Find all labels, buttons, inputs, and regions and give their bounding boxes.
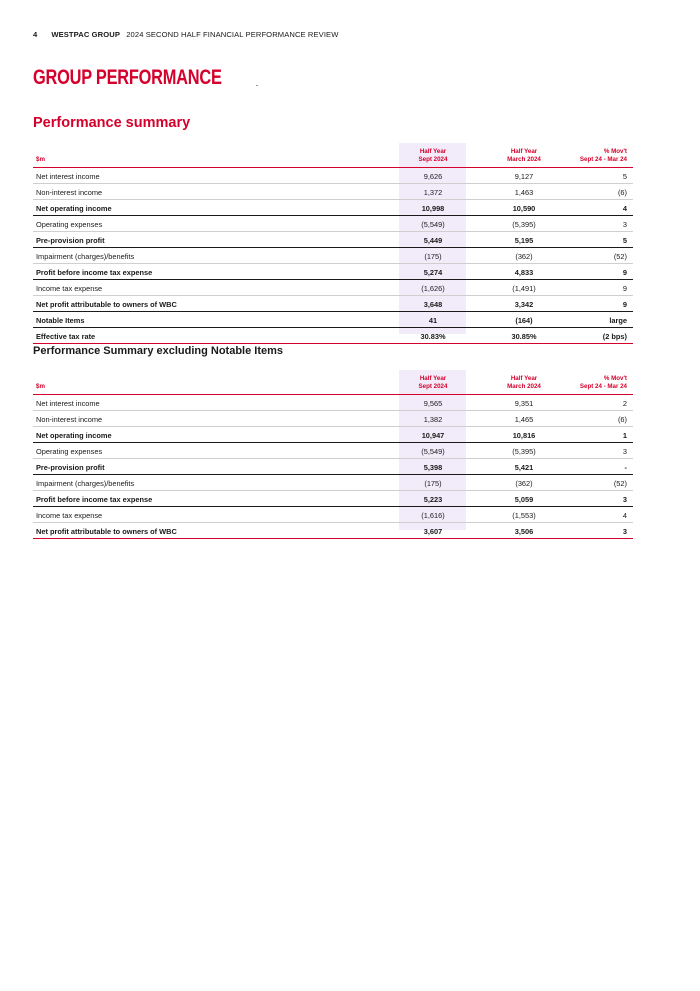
table-row (33, 232, 633, 248)
value-movement: 3 (622, 494, 627, 504)
unit-label: $m (36, 156, 45, 163)
value-movement: 4 (622, 203, 627, 213)
section-title-performance-summary: Performance summary (33, 115, 191, 131)
col-header-sept-2024: Half Year Sept 2024 (418, 148, 448, 163)
table-row (33, 296, 633, 312)
value-sept-2024: (175) (424, 478, 442, 488)
value-sept-2024: 5,223 (423, 494, 443, 504)
section-title-excluding-notable-items: Performance Summary excluding Notable Items (33, 345, 284, 357)
value-sept-2024: 5,449 (423, 235, 443, 245)
row-label: Net interest income (36, 398, 100, 408)
row-label: Net operating income (36, 430, 112, 440)
col-header-movement: % Mov't Sept 24 - Mar 24 (579, 148, 627, 163)
row-label: Non-interest income (36, 414, 103, 424)
table-header (33, 143, 633, 168)
value-sept-2024: 9,565 (423, 398, 443, 408)
row-label: Net profit attributable to owners of WBC (36, 526, 177, 536)
table-row (33, 184, 633, 200)
row-label: Notable Items (36, 315, 85, 325)
value-movement: 9 (622, 299, 627, 309)
value-march-2024: 5,421 (514, 462, 534, 472)
page-number: 4 (33, 30, 38, 39)
value-movement: (6) (617, 187, 627, 197)
row-label: Income tax expense (36, 510, 103, 520)
value-movement: 1 (622, 430, 627, 440)
value-march-2024: 9,127 (514, 171, 534, 181)
table-row (33, 411, 633, 427)
value-march-2024: (362) (515, 478, 533, 488)
value-sept-2024: 1,382 (423, 414, 443, 424)
value-sept-2024: 3,607 (423, 526, 443, 536)
value-march-2024: 5,059 (514, 494, 534, 504)
value-sept-2024: (1,626) (421, 283, 445, 293)
value-march-2024: 1,465 (514, 414, 534, 424)
row-label: Net interest income (36, 171, 100, 181)
value-march-2024: 3,342 (514, 299, 534, 309)
table-row (33, 168, 633, 184)
col-header-march-2024: Half Year March 2024 (507, 148, 541, 163)
table-row (33, 280, 633, 296)
report-title: 2024 SECOND HALF FINANCIAL PERFORMANCE REVIEW (126, 30, 339, 39)
value-movement: - (624, 462, 627, 472)
value-march-2024: 30.85% (511, 331, 537, 341)
value-march-2024: 10,590 (512, 203, 536, 213)
row-label: Non-interest income (36, 187, 103, 197)
table-row (33, 328, 633, 344)
table-row (33, 216, 633, 232)
value-march-2024: 4,833 (514, 267, 534, 277)
table-body (33, 395, 633, 539)
row-label: Effective tax rate (36, 331, 96, 341)
col-header-march-2024: Half Year March 2024 (507, 375, 541, 390)
value-sept-2024: 5,274 (423, 267, 443, 277)
row-label: Income tax expense (36, 283, 103, 293)
value-march-2024: 10,816 (512, 430, 536, 440)
divider-dot (256, 85, 258, 86)
page-header (33, 30, 338, 39)
performance-summary-table (33, 143, 633, 344)
row-label: Pre-provision profit (36, 235, 105, 245)
value-movement: (52) (613, 478, 627, 488)
col-header-movement: % Mov't Sept 24 - Mar 24 (579, 375, 627, 390)
performance-summary-excl-notable-table (33, 370, 633, 539)
row-label: Net profit attributable to owners of WBC (36, 299, 177, 309)
row-label: Pre-provision profit (36, 462, 105, 472)
table-row (33, 491, 633, 507)
table-header (33, 370, 633, 395)
value-sept-2024: (1,616) (421, 510, 445, 520)
row-label: Net operating income (36, 203, 112, 213)
value-sept-2024: 1,372 (423, 187, 443, 197)
value-sept-2024: 10,998 (421, 203, 445, 213)
value-movement: 9 (622, 283, 627, 293)
value-march-2024: 3,506 (514, 526, 534, 536)
value-march-2024: (1,553) (512, 510, 536, 520)
value-march-2024: (362) (515, 251, 533, 261)
value-movement: large (609, 315, 627, 325)
table-row (33, 427, 633, 443)
value-march-2024: (1,491) (512, 283, 536, 293)
table-row (33, 475, 633, 491)
value-movement: (6) (617, 414, 627, 424)
value-sept-2024: 3,648 (423, 299, 443, 309)
row-label: Operating expenses (36, 446, 103, 456)
value-movement: 5 (622, 171, 627, 181)
row-label: Impairment (charges)/benefits (36, 251, 135, 261)
value-sept-2024: 30.83% (420, 331, 446, 341)
unit-label: $m (36, 383, 45, 390)
table-row (33, 248, 633, 264)
value-sept-2024: (175) (424, 251, 442, 261)
table-row (33, 395, 633, 411)
brand-name: WESTPAC GROUP (51, 30, 120, 39)
table-row (33, 443, 633, 459)
value-sept-2024: 5,398 (423, 462, 443, 472)
table-row (33, 264, 633, 280)
value-movement: (2 bps) (602, 331, 627, 341)
value-movement: 5 (622, 235, 627, 245)
table-body (33, 168, 633, 344)
value-movement: 3 (622, 526, 627, 536)
value-sept-2024: 41 (428, 315, 438, 325)
value-march-2024: (5,395) (512, 446, 536, 456)
value-sept-2024: (5,549) (421, 219, 445, 229)
value-march-2024: 1,463 (514, 187, 534, 197)
value-movement: 2 (622, 398, 627, 408)
row-label: Operating expenses (36, 219, 103, 229)
value-movement: 3 (622, 446, 627, 456)
value-march-2024: (5,395) (512, 219, 536, 229)
row-label: Impairment (charges)/benefits (36, 478, 135, 488)
table-row (33, 312, 633, 328)
value-march-2024: 5,195 (514, 235, 534, 245)
col-header-sept-2024: Half Year Sept 2024 (418, 375, 448, 390)
row-label: Profit before income tax expense (36, 267, 153, 277)
table-row (33, 523, 633, 539)
page-title: GROUP PERFORMANCE (33, 66, 222, 89)
row-label: Profit before income tax expense (36, 494, 153, 504)
value-sept-2024: 9,626 (423, 171, 443, 181)
value-movement: 3 (622, 219, 627, 229)
value-sept-2024: 10,947 (421, 430, 445, 440)
value-movement: (52) (613, 251, 627, 261)
value-march-2024: 9,351 (514, 398, 534, 408)
value-movement: 4 (622, 510, 627, 520)
table-row (33, 507, 633, 523)
table-row (33, 459, 633, 475)
value-march-2024: (164) (515, 315, 533, 325)
value-sept-2024: (5,549) (421, 446, 445, 456)
table-row (33, 200, 633, 216)
value-movement: 9 (622, 267, 627, 277)
